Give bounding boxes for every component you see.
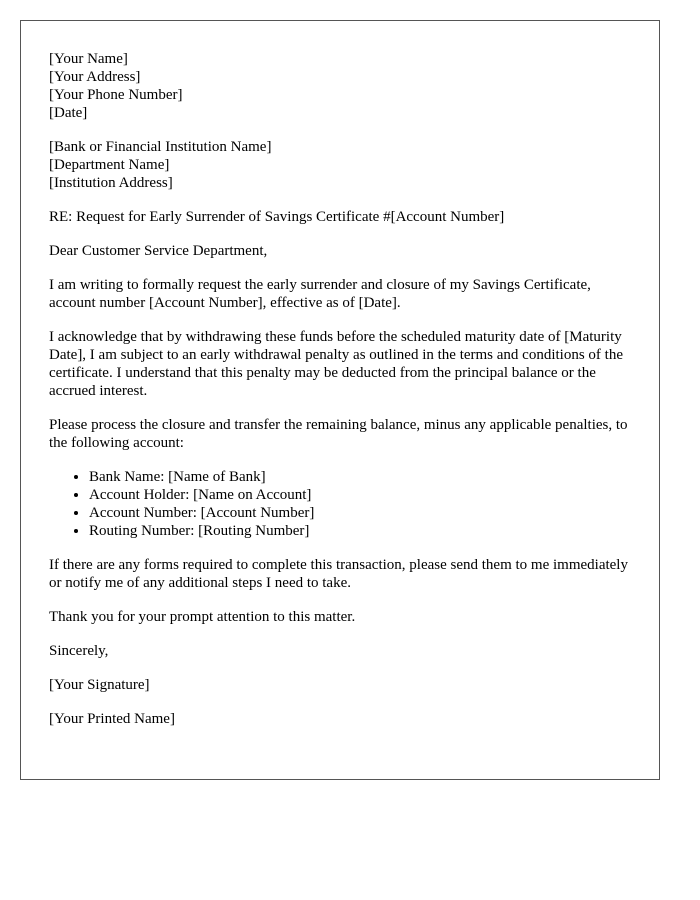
- sender-name: [Your Name]: [49, 51, 128, 67]
- list-item-account-holder: • Account Holder: [Name on Account]: [89, 486, 631, 504]
- printed-name: [Your Printed Name]: [49, 711, 175, 727]
- closing-paragraph-1: If there are any forms required to complete this transaction, please send them to me immediately or notify me of any additional steps I need to take.: [49, 557, 628, 591]
- closing-paragraph-2: Thank you for your prompt attention to this matter.: [49, 609, 356, 625]
- body-paragraph-3: Please process the closure and transfer the remaining balance, minus any applicable penalties, to the following account:: [49, 417, 628, 451]
- recipient-institution: [Bank or Financial Institution Name]: [49, 139, 272, 155]
- signoff: Sincerely,: [49, 643, 109, 659]
- sender-address: [Your Address]: [49, 69, 141, 85]
- signature-placeholder: [Your Signature]: [49, 677, 150, 693]
- sender-phone: [Your Phone Number]: [49, 87, 183, 103]
- recipient-address: [Institution Address]: [49, 175, 173, 191]
- subject-line: RE: Request for Early Surrender of Savings Certificate #[Account Number]: [49, 209, 505, 225]
- list-item-bank-name: • Bank Name: [Name of Bank]: [89, 468, 631, 486]
- recipient-department: [Department Name]: [49, 157, 170, 173]
- recipient-block: [49, 138, 631, 192]
- account-details-list: [49, 468, 631, 540]
- sender-block: [49, 50, 631, 122]
- letter-page: [20, 20, 660, 780]
- body-paragraph-2: I acknowledge that by withdrawing these funds before the scheduled maturity date of [Maturity Date], I am subject to an early withdrawal penalty as outlined in the terms and conditions of the certificate. I understand that this penalty may be deducted from the principal balance or the accrued interest.: [49, 329, 623, 399]
- list-item-routing-number: • Routing Number: [Routing Number]: [89, 522, 631, 540]
- salutation: Dear Customer Service Department,: [49, 243, 268, 259]
- list-item-account-number: • Account Number: [Account Number]: [89, 504, 631, 522]
- body-paragraph-1: I am writing to formally request the early surrender and closure of my Savings Certificate, account number [Account Number], effective as of [Date].: [49, 277, 591, 311]
- sender-date: [Date]: [49, 105, 88, 121]
